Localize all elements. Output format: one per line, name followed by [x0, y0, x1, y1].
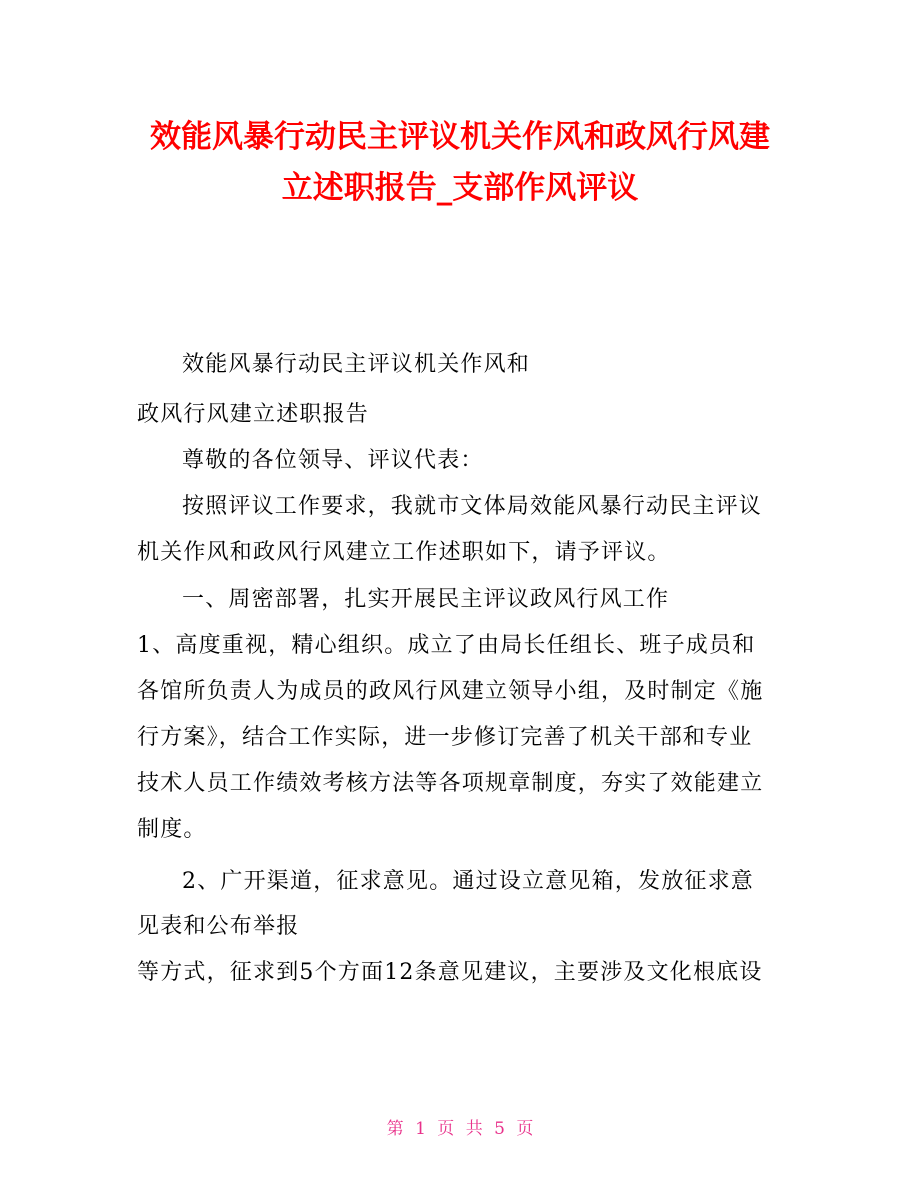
paragraph-line: 尊敬的各位领导、评议代表： — [182, 448, 484, 473]
paragraph-line: 技术人员工作绩效考核方法等各项规章制度，夯实了效能建立 — [137, 771, 764, 796]
document-title-line-1: 效能风暴行动民主评议机关作风和政风行风建 — [150, 119, 770, 155]
paragraph-line: 行方案》，结合工作实际，进一步修订完善了机关干部和专业 — [137, 725, 753, 750]
paragraph-line: 2、广开渠道，征求意见。通过设立意见箱，发放征求意 — [182, 869, 754, 894]
paragraph-line: 按照评议工作要求，我就市文体局效能风暴行动民主评议 — [182, 494, 763, 519]
paragraph-line: 各馆所负责人为成员的政风行风建立领导小组，及时制定《施 — [137, 679, 764, 704]
paragraph-line: 等方式，征求到5个方面12条意见建议，主要涉及文化根底设 — [137, 960, 763, 985]
paragraph-line: 一、周密部署，扎实开展民主评议政风行风工作 — [182, 587, 670, 612]
paragraph-line: 制度。 — [137, 817, 207, 842]
paragraph-line: 政风行风建立述职报告 — [137, 402, 370, 427]
paragraph-line: 机关作风和政风行风建立工作述职如下，请予评议。 — [137, 540, 671, 565]
paragraph-line: 见表和公布举报 — [137, 914, 300, 939]
page-footer: 第 1 页 共 5 页 — [386, 1119, 534, 1139]
paragraph-line: 1、高度重视，精心组织。成立了由局长任组长、班子成员和 — [137, 633, 756, 658]
document-title-line-2: 立述职报告_支部作风评议 — [281, 170, 639, 206]
paragraph-line: 效能风暴行动民主评议机关作风和 — [182, 352, 531, 377]
